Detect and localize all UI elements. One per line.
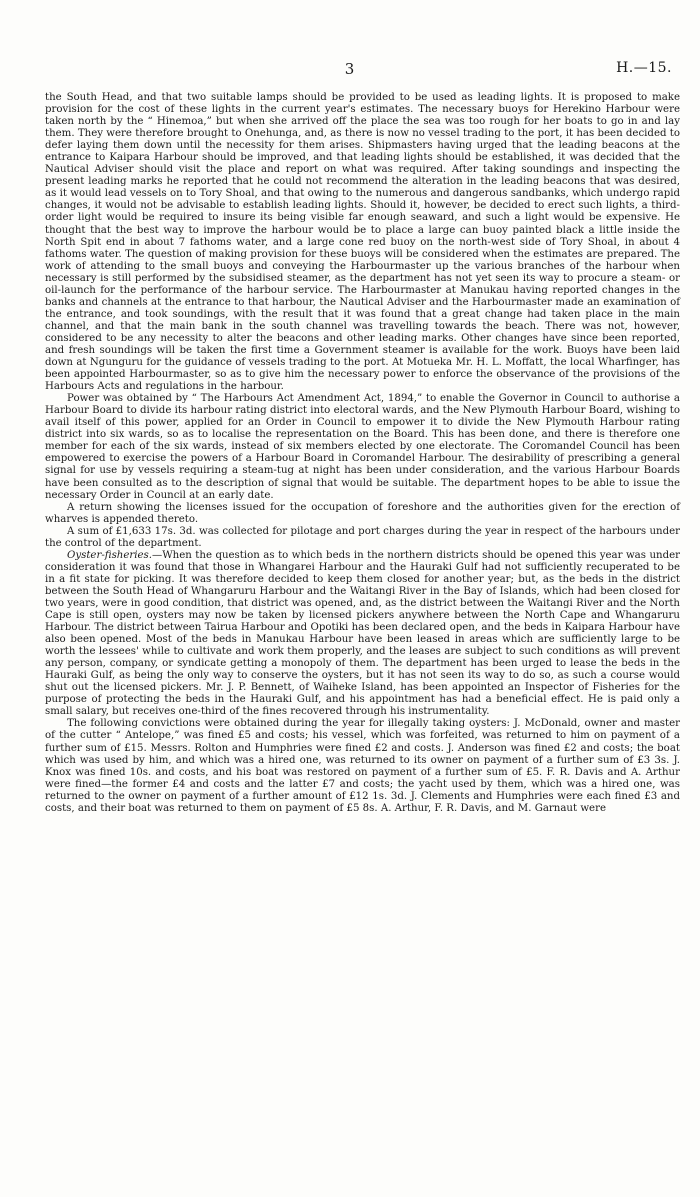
paragraph-oyster-fisheries [45, 550, 680, 719]
paragraph-harbours-act: Power was obtained by “ The Harbours Act Amendment Act, 1894,” to enable the Governor in Council to authorise a Harbour Board to divide its harbour rating district into electoral wards, and the New Plymouth Harbour Board, wishing to avail itself of this power, applied for an Order in Council to empower it to divide the New Plymouth Harbour rating district into six wards, so as to localise the representation on the Board. This has been done, and there is therefore one member for each of the six wards, instead of six members elected by one electorate. The Coromandel Council has been empowered to exercise the powers of a Harbour Board in Coromandel Harbour. The desirability of prescribing a general signal for use by vessels requiring a steam-tug at night has been under consideration, and the various Harbour Boards have been consulted as to the description of signal that would be suitable. The department hopes to be able to issue the necessary Order in Council at an early date. [45, 393, 680, 501]
paragraph-convictions: The following convictions were obtained during the year for illegally taking oysters: J. McDonald, owner and master of the cutter “ Antelope,” was fined £5 and costs; his vessel, which was forfeited, was returned to him on payment of a further sum of £15. Messrs. Rolton and Humphries were fined £2 and costs. J. Anderson was fined £2 and costs; the boat which was used by him, and which was a hired one, was returned to its owner on payment of a further sum of £3 3s. J. Knox was fined 10s. and costs, and his boat was restored on payment of a further sum of £5. F. R. Davis and A. Arthur were fined—the former £4 and costs and the latter £7 and costs; the yacht used by them, which was a hired one, was returned to the owner on payment of a further amount of £12 1s. 3d. J. Clements and Humphries were each fined £3 and costs, and their boat was returned to them on payment of £5 8s. A. Arthur, F. R. Davis, and M. Garnaut were [45, 718, 680, 814]
body-text [45, 92, 680, 815]
section-label-oyster-fisheries: Oyster-fisheries. [67, 549, 153, 561]
document-reference: H.—15. [616, 60, 672, 76]
paragraph-foreshore-licenses: A return showing the licenses issued for the occupation of foreshore and the authorities given for the erection of wharves is appended thereto. [45, 501, 680, 525]
oyster-fisheries-text: —When the question as to which beds in the northern districts should be opened this year was under consideration it was found that those in Whangarei Harbour and the Hauraki Gulf had not sufficiently recuperated to be in a fit state for picking. It was therefore decided to keep them closed for another year; but, as the beds in the district between the South Head of Whangaruru Harbour and the Waitangi River in the Bay of Islands, which had been closed for two years, were in good condition, that district was opened, and, as the district between the Waitangi River and the North Cape is still open, oysters may now be taken by licensed pickers anywhere between the North Cape and Whangaruru Harbour. The district between Tairua Harbour and Opotiki has been declared open, and the beds in Kaipara Harbour have also been opened. Most of the beds in Manukau Harbour have been leased in areas which are sufficiently large to be worth the lessees' while to cultivate and work them properly, and the leases are subject to such conditions as will prevent any person, company, or syndicate getting a monopoly of them. The department has been urged to lease the beds in the Hauraki Gulf, as being the only way to conserve the oysters, but it has not seen its way to do so, as such a course would shut out the licensed pickers. Mr. J. P. Bennett, of Waiheke Island, has been appointed an Inspector of Fisheries for the purpose of protecting the beds in the Hauraki Gulf, and his appointment has had a beneficial effect. He is paid only a small salary, but receives one-third of the fines recovered through his instrumentality. [45, 549, 680, 718]
paragraph-pilotage: A sum of £1,633 17s. 3d. was collected for pilotage and port charges during the year in respect of the harbours under the control of the department. [45, 525, 680, 549]
paragraph-buoys-and-lights: the South Head, and that two suitable lamps should be provided to be used as leading lights. It is proposed to make provision for the cost of these lights in the current year's estimates. The necessary buoys for Herekino Harbour were taken north by the “ Hinemoa,” but when she arrived off the place the sea was too rough for her boats to go in and lay them. They were therefore brought to Onehunga, and, as there is now no vessel trading to the port, it has been decided to defer laying them down until the necessity for them arises. Shipmasters having urged that the leading beacons at the entrance to Kaipara Harbour should be improved, and that leading lights should be established, it was decided that the Nautical Adviser should visit the place and report on what was required. After taking soundings and inspecting the present leading marks he reported that he could not recommend the alteration in the leading beacons that was desired, as it would lead vessels on to Tory Shoal, and that owing to the numerous and dangerous sandbanks, which undergo rapid changes, it would not be advisable to establish leading lights. Should it, however, be decided to erect such lights, a third-order light would be required to insure its being visible far enough seaward, and such a light would be expensive. He thought that the best way to improve the harbour would be to place a large can buoy painted black a little inside the North Spit end in about 7 fathoms water, and a large cone red buoy on the north-west side of Tory Shoal, in about 4 fathoms water. The question of making provision for these buoys will be considered when the estimates are prepared. The work of attending to the small buoys and conveying the Harbourmaster up the various branches of the harbour when necessary is still performed by the subsidised steamer, as the department has not yet seen its way to procure a steam- or oil-launch for the performance of the harbour service. The Harbourmaster at Manukau having reported changes in the banks and channels at the entrance to that harbour, the Nautical Adviser and the Harbourmaster made an examination of the entrance, and took soundings, with the result that it was found that a great change had taken place in the main channel, and that the main bank in the south channel was travelling towards the beach. There was not, however, considered to be any necessity to alter the beacons and other leading marks. Other changes have since been reported, and fresh soundings will be taken the first time a Government steamer is available for the work. Buoys have been laid down at Ngunguru for the guidance of vessels trading to the port. At Motueka Mr. H. L. Moffatt, the local Wharfinger, has been appointed Harbourmaster, so as to give him the necessary power to enforce the observance of the provisions of the Harbours Acts and regulations in the harbour. [45, 92, 680, 393]
page-number: 3 [344, 60, 356, 78]
